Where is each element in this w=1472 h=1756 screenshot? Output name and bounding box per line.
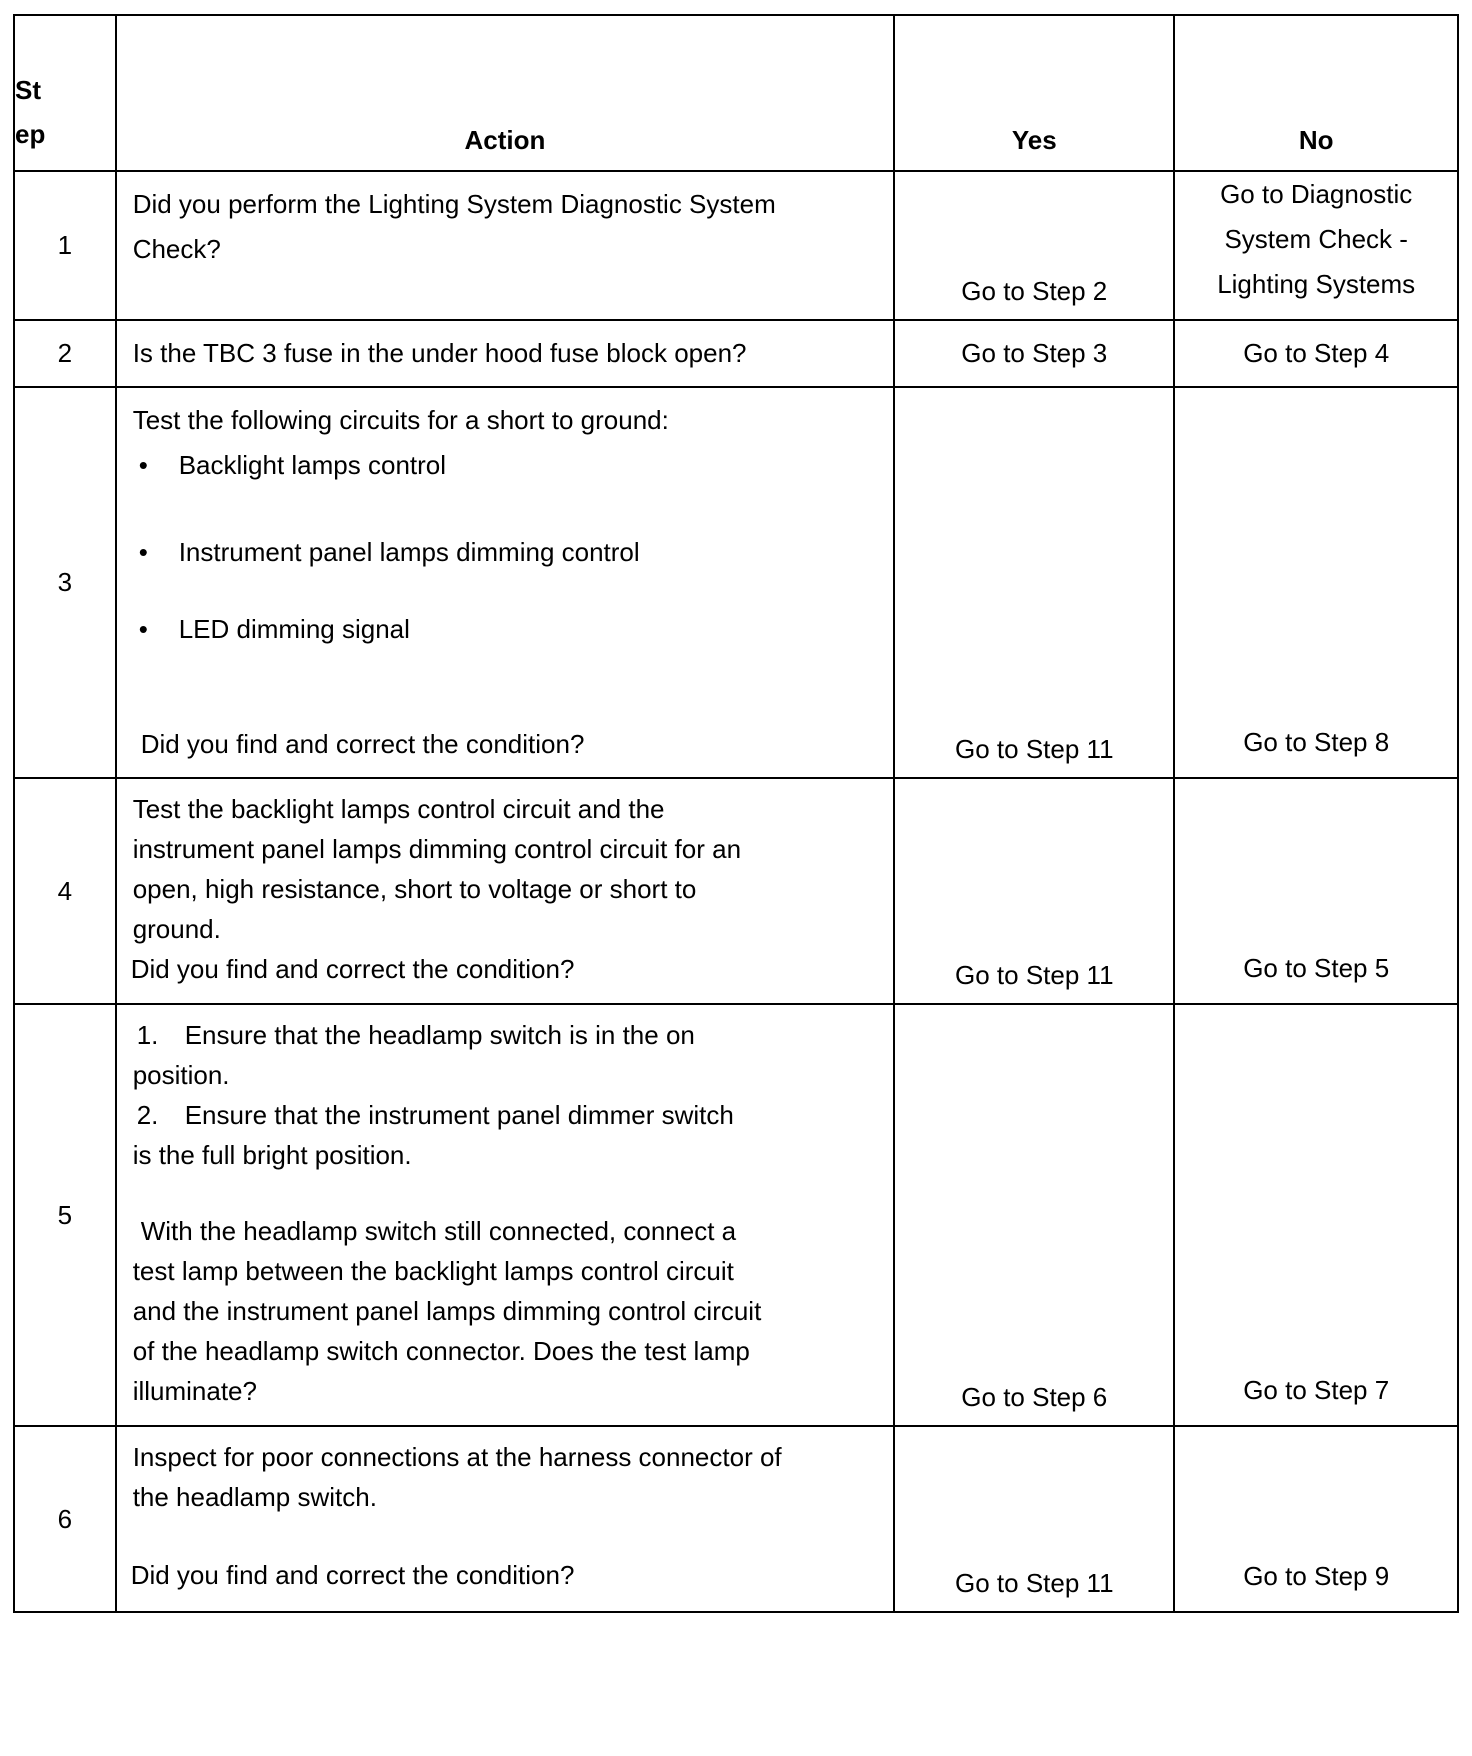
bullet-item xyxy=(133,530,879,575)
table-row xyxy=(14,171,1458,320)
yes-cell: Go to Step 11 xyxy=(894,1426,1174,1612)
action-line: of the headlamp switch connector. Does the test lamp xyxy=(132,1336,750,1366)
bullet-text: Backlight lamps control xyxy=(178,450,447,480)
yes-cell: Go to Step 11 xyxy=(894,778,1174,1004)
yes-cell: Go to Step 3 xyxy=(894,320,1174,387)
action-line: With the headlamp switch still connected, connect a xyxy=(140,1216,737,1246)
diagnostic-table xyxy=(13,14,1459,1613)
action-line: Test the backlight lamps control circuit and the xyxy=(132,794,665,824)
no-cell xyxy=(1174,387,1458,778)
step-number: 2 xyxy=(14,320,116,387)
action-question: Did you find and correct the condition? xyxy=(140,729,585,759)
header-step-line-1: St xyxy=(15,75,41,105)
header-row xyxy=(14,15,1458,171)
table-row xyxy=(14,778,1458,1004)
step-number: 5 xyxy=(14,1004,116,1426)
no-line: Lighting Systems xyxy=(1217,269,1416,299)
step-number: 6 xyxy=(14,1426,116,1612)
action-line: and the instrument panel lamps dimming control circuit xyxy=(132,1296,762,1326)
action-cell xyxy=(116,778,894,1004)
action-cell xyxy=(116,320,894,387)
item-text-cont: position. xyxy=(132,1060,230,1090)
header-step xyxy=(14,15,116,171)
table-row xyxy=(14,320,1458,387)
no-line: Go to Step 4 xyxy=(1243,338,1390,368)
item-number: 1. xyxy=(136,1020,159,1050)
numbered-item xyxy=(133,1095,879,1135)
action-cell xyxy=(116,171,894,320)
action-cell xyxy=(116,1426,894,1612)
action-line: Check? xyxy=(132,234,221,264)
action-cell xyxy=(116,1004,894,1426)
table-row xyxy=(14,1426,1458,1612)
item-text: Ensure that the headlamp switch is in the on xyxy=(184,1020,695,1050)
table-row xyxy=(14,387,1458,778)
no-line: Go to Step 8 xyxy=(1243,727,1390,757)
bullet-dot: • xyxy=(138,450,148,480)
action-cell xyxy=(116,387,894,778)
no-cell xyxy=(1174,1426,1458,1612)
bullet-text: Instrument panel lamps dimming control xyxy=(178,537,640,567)
item-text: Ensure that the instrument panel dimmer switch xyxy=(184,1100,734,1130)
bullet-dot: • xyxy=(138,537,148,567)
no-line: Go to Step 5 xyxy=(1243,953,1390,983)
no-cell xyxy=(1174,171,1458,320)
action-line: instrument panel lamps dimming control circuit for an xyxy=(132,834,742,864)
no-line: Go to Step 9 xyxy=(1243,1561,1390,1591)
action-line: test lamp between the backlight lamps control circuit xyxy=(132,1256,734,1286)
no-line: Go to Diagnostic xyxy=(1220,179,1413,209)
step-number: 1 xyxy=(14,171,116,320)
no-cell xyxy=(1174,320,1458,387)
no-line: System Check - xyxy=(1224,224,1408,254)
item-number: 2. xyxy=(136,1100,159,1130)
step-number: 4 xyxy=(14,778,116,1004)
yes-cell: Go to Step 11 xyxy=(894,387,1174,778)
action-line: illuminate? xyxy=(132,1376,257,1406)
action-line: Did you find and correct the condition? xyxy=(130,954,575,984)
yes-cell: Go to Step 2 xyxy=(894,171,1174,320)
step-number: 3 xyxy=(14,387,116,778)
action-line: the headlamp switch. xyxy=(132,1482,377,1512)
no-cell xyxy=(1174,1004,1458,1426)
action-line: ground. xyxy=(132,914,221,944)
bullet-item xyxy=(133,607,879,652)
action-line: Test the following circuits for a short to ground: xyxy=(132,405,669,435)
no-cell xyxy=(1174,778,1458,1004)
action-line: open, high resistance, short to voltage or short to xyxy=(132,874,697,904)
header-yes: Yes xyxy=(894,15,1174,171)
bullet-text: LED dimming signal xyxy=(178,614,410,644)
bullet-dot: • xyxy=(138,614,148,644)
item-text-cont: is the full bright position. xyxy=(132,1140,412,1170)
table-row xyxy=(14,1004,1458,1426)
action-question: Did you find and correct the condition? xyxy=(130,1560,575,1590)
action-line: Inspect for poor connections at the harness connector of xyxy=(132,1442,782,1472)
header-no: No xyxy=(1174,15,1458,171)
header-action: Action xyxy=(116,15,894,171)
yes-cell: Go to Step 6 xyxy=(894,1004,1174,1426)
no-line: Go to Step 7 xyxy=(1243,1375,1390,1405)
action-line: Did you perform the Lighting System Diagnostic System xyxy=(132,189,776,219)
header-step-line-2: ep xyxy=(15,119,46,149)
numbered-item xyxy=(133,1015,879,1055)
bullet-item xyxy=(133,443,879,488)
action-line: Is the TBC 3 fuse in the under hood fuse block open? xyxy=(132,338,747,368)
